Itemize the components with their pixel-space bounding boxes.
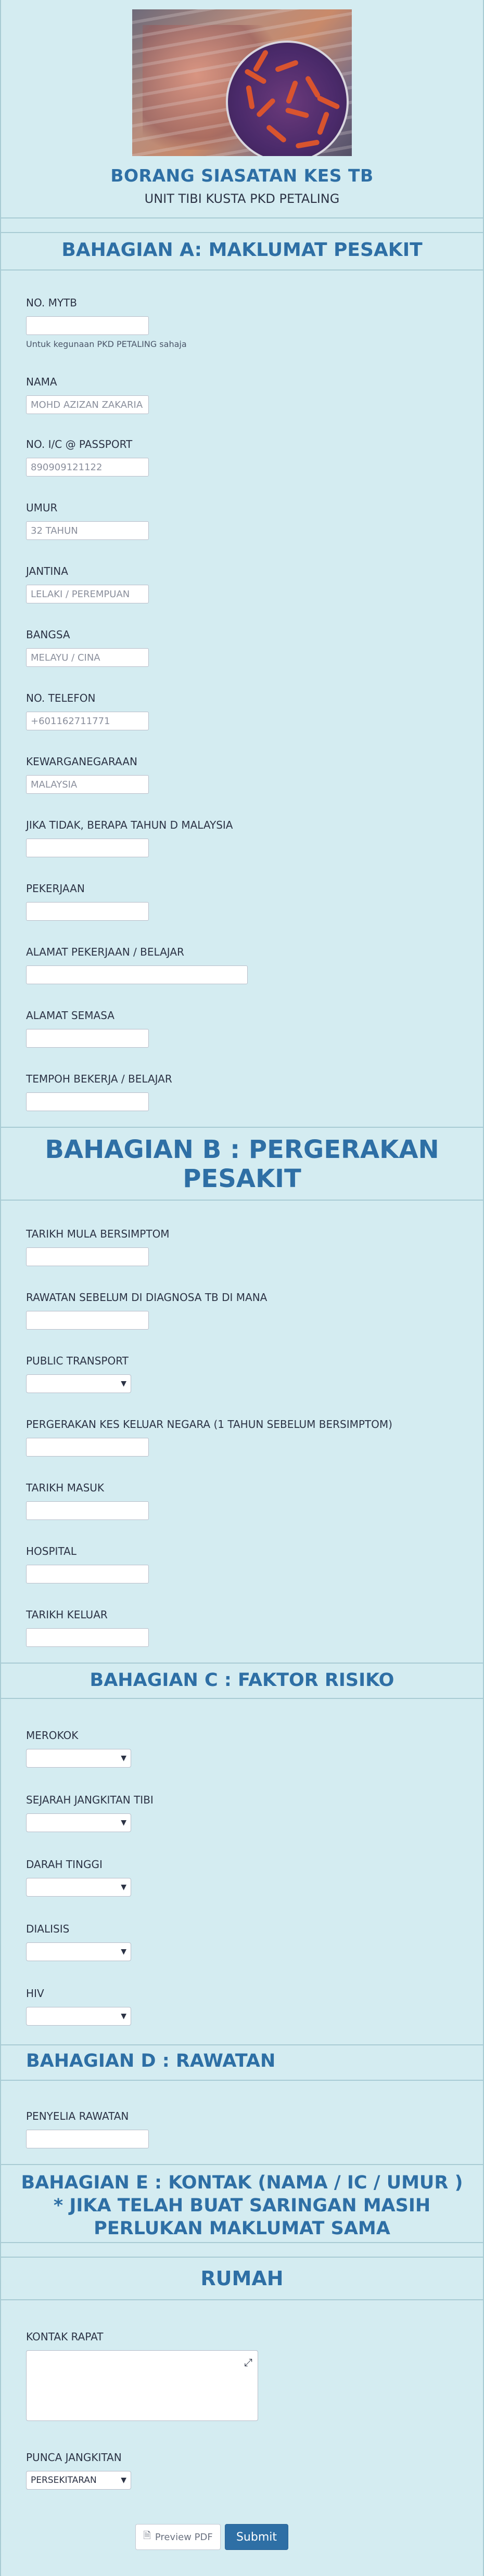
divider bbox=[0, 1698, 484, 1699]
darah-tinggi-select[interactable] bbox=[26, 1878, 131, 1897]
divider bbox=[0, 1663, 484, 1664]
section-d-title: BAHAGIAN D : RAWATAN bbox=[26, 2051, 276, 2071]
label-tarikh-keluar: TARIKH KELUAR bbox=[26, 1608, 108, 1621]
label-alamat-semasa: ALAMAT SEMASA bbox=[26, 1009, 114, 1022]
pergerakan-keluar-negara-input[interactable] bbox=[26, 1438, 149, 1457]
chevron-down-icon: ▼ bbox=[121, 1754, 126, 1762]
divider bbox=[0, 2164, 484, 2165]
label-pekerjaan: PEKERJAAN bbox=[26, 882, 85, 895]
umur-input[interactable] bbox=[26, 521, 149, 540]
alamat-pekerjaan-input[interactable] bbox=[26, 965, 248, 984]
label-alamat-pekerjaan: ALAMAT PEKERJAAN / BELAJAR bbox=[26, 946, 184, 958]
label-tahun-di-malaysia: JIKA TIDAK, BERAPA TAHUN D MALAYSIA bbox=[26, 819, 233, 831]
preview-pdf-button[interactable] bbox=[135, 2524, 221, 2550]
punca-jangkitan-select[interactable] bbox=[26, 2471, 131, 2490]
chevron-down-icon: ▼ bbox=[121, 1380, 126, 1388]
section-b-title bbox=[0, 1135, 484, 1193]
label-hospital: HOSPITAL bbox=[26, 1545, 77, 1557]
pekerjaan-input[interactable] bbox=[26, 902, 149, 921]
hiv-select[interactable] bbox=[26, 2007, 131, 2026]
tarikh-keluar-input[interactable] bbox=[26, 1628, 149, 1647]
penyelia-rawatan-input[interactable] bbox=[26, 2130, 149, 2148]
merokok-select[interactable] bbox=[26, 1749, 131, 1768]
expand-icon[interactable]: ⤢ bbox=[244, 2356, 252, 2368]
kewarganegaraan-input[interactable] bbox=[26, 775, 149, 794]
section-e-title-line3: PERLUKAN MAKLUMAT SAMA bbox=[94, 2218, 390, 2239]
no-telefon-input[interactable] bbox=[26, 712, 149, 730]
divider bbox=[0, 2299, 484, 2300]
dialisis-select[interactable] bbox=[26, 1942, 131, 1961]
hospital-input[interactable] bbox=[26, 1565, 149, 1583]
divider bbox=[0, 1127, 484, 1128]
alamat-semasa-input[interactable] bbox=[26, 1029, 149, 1048]
label-no-mytb: NO. MYTB bbox=[26, 297, 78, 309]
label-punca-jangkitan: PUNCA JANGKITAN bbox=[26, 2451, 122, 2464]
kontak-rapat-textarea[interactable] bbox=[26, 2350, 258, 2421]
label-sejarah-jangkitan-tibi: SEJARAH JANGKITAN TIBI bbox=[26, 1794, 154, 1806]
form-title: BORANG SIASATAN KES TB bbox=[110, 165, 374, 186]
label-tempoh-bekerja: TEMPOH BEKERJA / BELAJAR bbox=[26, 1073, 172, 1085]
label-jantina: JANTINA bbox=[26, 565, 68, 577]
form-subtitle: UNIT TIBI KUSTA PKD PETALING bbox=[144, 191, 340, 206]
label-public-transport: PUBLIC TRANSPORT bbox=[26, 1355, 129, 1367]
preview-pdf-label: Preview PDF bbox=[155, 2531, 213, 2543]
label-merokok: MEROKOK bbox=[26, 1729, 79, 1742]
no-mytb-sublabel: Untuk kegunaan PKD PETALING sahaja bbox=[26, 339, 187, 349]
label-rawatan-sebelum: RAWATAN SEBELUM DI DIAGNOSA TB DI MANA bbox=[26, 1291, 268, 1304]
label-penyelia-rawatan: PENYELIA RAWATAN bbox=[26, 2110, 129, 2122]
label-umur: UMUR bbox=[26, 501, 58, 514]
chevron-down-icon: ▼ bbox=[121, 1883, 126, 1891]
label-ic-passport: NO. I/C @ PASSPORT bbox=[26, 438, 133, 450]
bacteria-magnifier bbox=[226, 41, 349, 156]
chevron-down-icon: ▼ bbox=[121, 2476, 126, 2484]
divider bbox=[0, 2257, 484, 2258]
header-image bbox=[132, 9, 352, 156]
divider bbox=[0, 2242, 484, 2243]
label-kontak-rapat: KONTAK RAPAT bbox=[26, 2330, 104, 2343]
pdf-icon: 🗎 bbox=[143, 2530, 151, 2541]
label-darah-tinggi: DARAH TINGGI bbox=[26, 1858, 103, 1871]
divider bbox=[0, 217, 484, 218]
divider bbox=[0, 1200, 484, 1201]
jantina-input[interactable] bbox=[26, 585, 149, 603]
no-mytb-input[interactable] bbox=[26, 316, 149, 335]
section-c-title: BAHAGIAN C : FAKTOR RISIKO bbox=[90, 1670, 394, 1691]
divider bbox=[0, 2080, 484, 2081]
chevron-down-icon: ▼ bbox=[121, 2012, 126, 2020]
sejarah-jangkitan-tibi-select[interactable] bbox=[26, 1813, 131, 1832]
public-transport-select[interactable] bbox=[26, 1374, 131, 1393]
tahun-di-malaysia-input[interactable] bbox=[26, 839, 149, 857]
bangsa-input[interactable] bbox=[26, 648, 149, 667]
label-no-telefon: NO. TELEFON bbox=[26, 692, 96, 704]
divider bbox=[0, 232, 484, 233]
label-hiv: HIV bbox=[26, 1987, 44, 2000]
label-nama: NAMA bbox=[26, 376, 57, 388]
section-b-title-line2: PESAKIT bbox=[183, 1164, 301, 1193]
rawatan-sebelum-input[interactable] bbox=[26, 1311, 149, 1330]
chevron-down-icon: ▼ bbox=[121, 1948, 126, 1956]
section-e-title-line2: * JIKA TELAH BUAT SARINGAN MASIH bbox=[53, 2195, 431, 2216]
section-e-title-line1: BAHAGIAN E : KONTAK (NAMA / IC / UMUR ) bbox=[21, 2172, 463, 2193]
label-bangsa: BANGSA bbox=[26, 628, 70, 641]
tarikh-masuk-input[interactable] bbox=[26, 1501, 149, 1520]
label-dialisis: DIALISIS bbox=[26, 1923, 70, 1935]
punca-jangkitan-value: PERSEKITARAN bbox=[31, 2475, 97, 2485]
label-pergerakan-keluar-negara: PERGERAKAN KES KELUAR NEGARA (1 TAHUN SEBELUM BERSIMPTOM) bbox=[26, 1418, 392, 1431]
label-tarikh-masuk: TARIKH MASUK bbox=[26, 1482, 105, 1494]
tempoh-bekerja-input[interactable] bbox=[26, 1092, 149, 1111]
label-tarikh-mula-bersimptom: TARIKH MULA BERSIMPTOM bbox=[26, 1228, 170, 1240]
divider bbox=[0, 269, 484, 271]
section-e-title bbox=[0, 2171, 484, 2240]
chevron-down-icon: ▼ bbox=[121, 1819, 126, 1827]
label-kewarganegaraan: KEWARGANEGARAAN bbox=[26, 755, 137, 768]
nama-input[interactable] bbox=[26, 395, 149, 414]
divider bbox=[0, 2044, 484, 2045]
submit-button[interactable]: Submit bbox=[225, 2524, 288, 2550]
section-rumah-title: RUMAH bbox=[200, 2267, 284, 2290]
section-a-title: BAHAGIAN A: MAKLUMAT PESAKIT bbox=[61, 239, 423, 261]
tarikh-mula-bersimptom-input[interactable] bbox=[26, 1247, 149, 1266]
ic-passport-input[interactable] bbox=[26, 458, 149, 476]
section-b-title-line1: BAHAGIAN B : PERGERAKAN bbox=[45, 1135, 439, 1164]
